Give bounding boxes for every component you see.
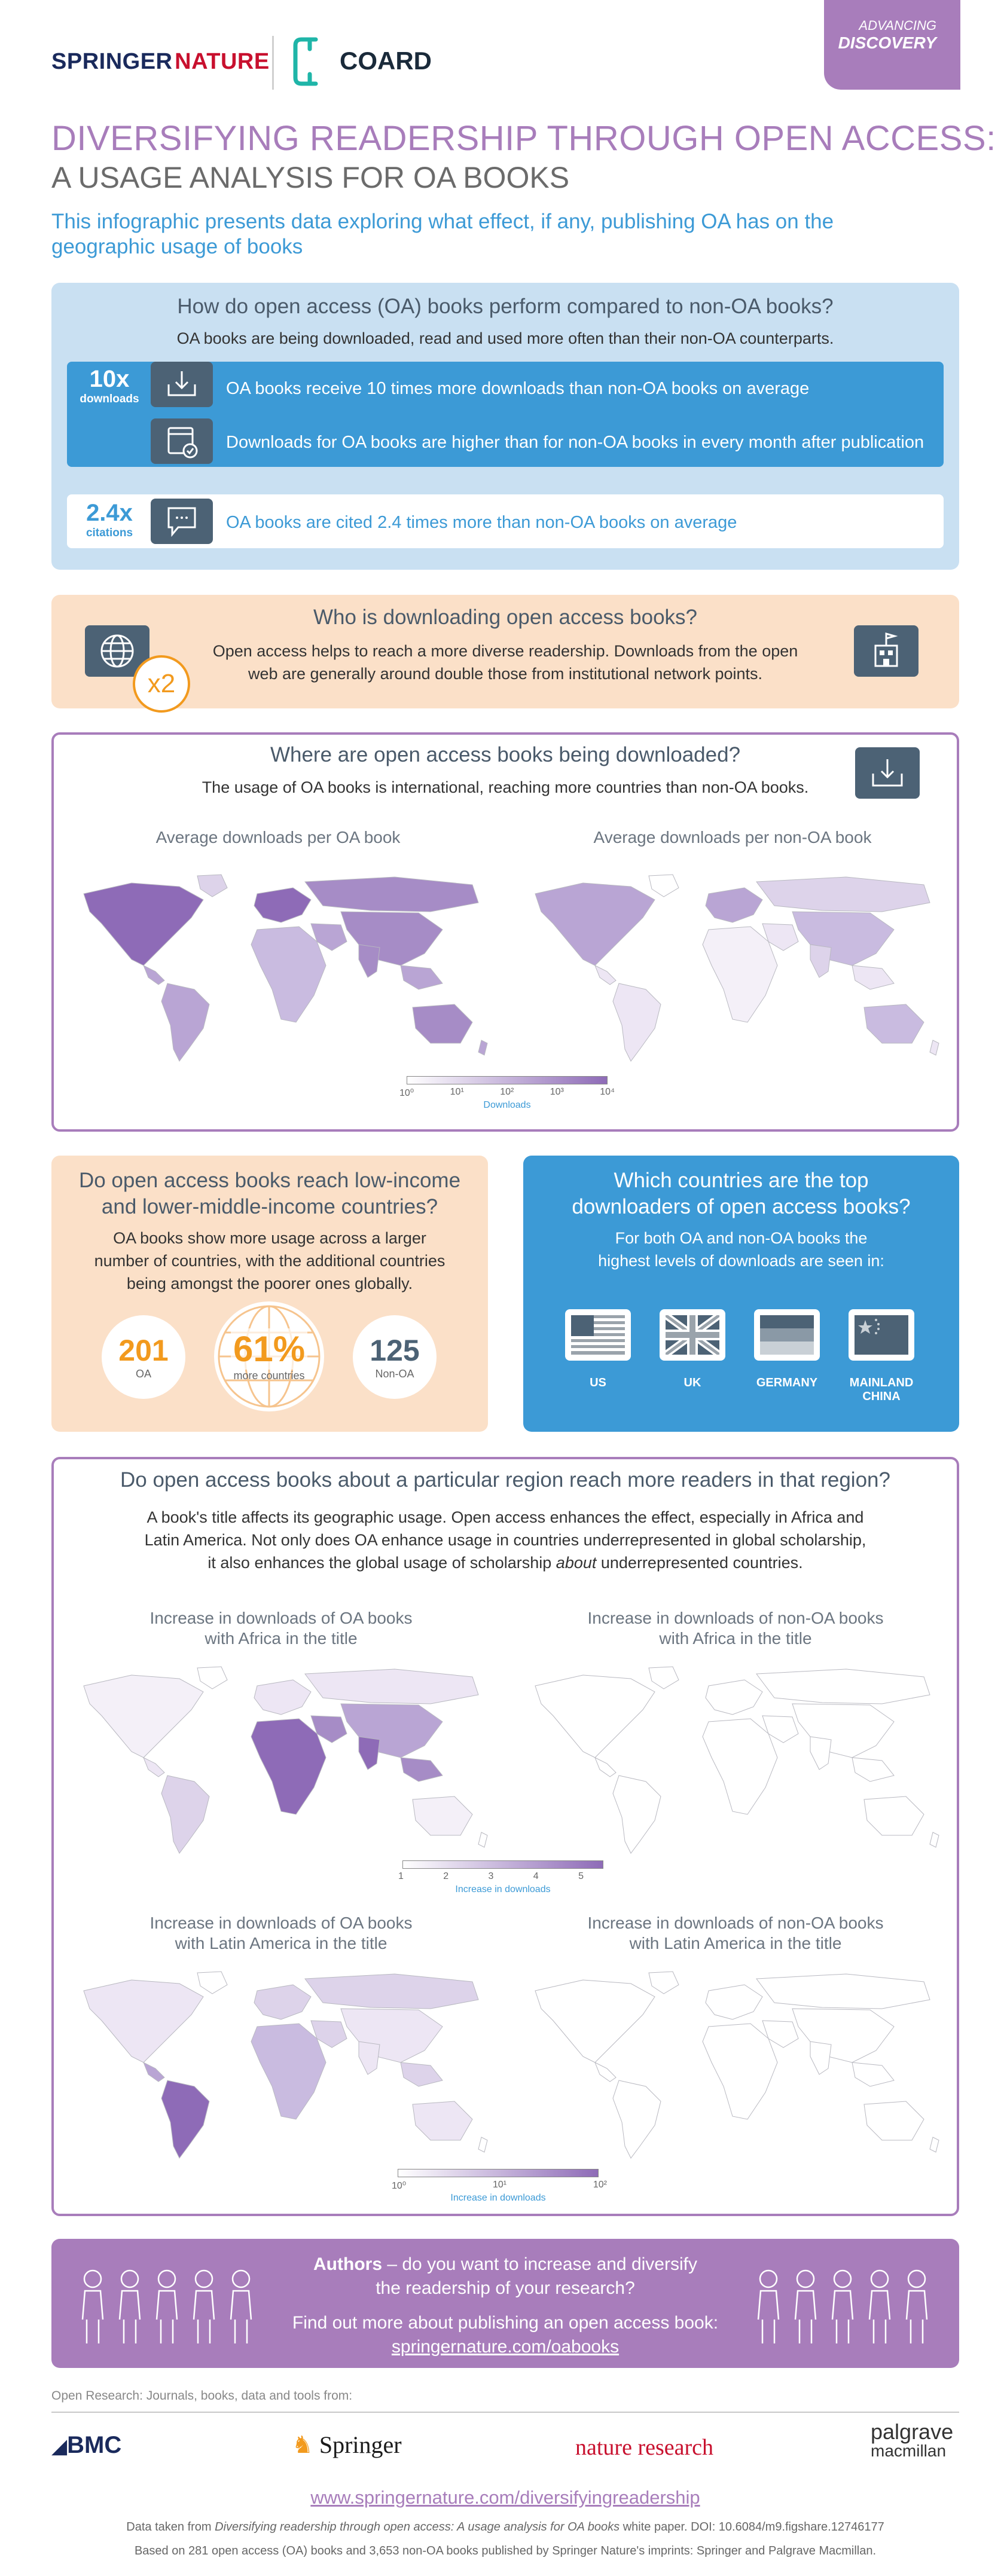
- map-region-central-america: [595, 2062, 616, 2082]
- map-region-europe: [254, 1680, 311, 1715]
- map-region-africa: [703, 927, 777, 1022]
- map-region-new-zealand: [930, 1040, 939, 1055]
- downloads-legend-bar: [407, 1076, 608, 1084]
- map-region-south-asia: [359, 1737, 380, 1770]
- springer-nature-logo: SPRINGER NATURE: [51, 49, 270, 74]
- palgrave-macmillan-logo: palgrave macmillan: [871, 2419, 954, 2460]
- map-region-south-east-asia: [401, 1758, 443, 1781]
- china-flag-icon: [849, 1309, 914, 1361]
- map-region-africa: [251, 2024, 326, 2119]
- map-region-new-zealand: [930, 1832, 939, 1847]
- map-region-greenland: [649, 1667, 679, 1689]
- map-region-asia: [341, 2009, 443, 2062]
- coard-logo-icon: [292, 35, 328, 88]
- download-tray-icon: [855, 747, 920, 799]
- map-region-greenland: [649, 1972, 679, 1994]
- oa-count-circle: 201 OA: [102, 1315, 185, 1399]
- nature-research-logo: nature research: [575, 2435, 714, 2460]
- map-region-south-asia: [810, 1737, 831, 1770]
- diversifying-readership-link[interactable]: www.springernature.com/diversifyingreadership: [310, 2487, 700, 2508]
- map-region-russia: [305, 1669, 478, 1704]
- map-region-central-america: [144, 1758, 164, 1777]
- latam-legend-bar: [398, 2169, 599, 2177]
- map-region-south-america: [161, 1776, 209, 1853]
- region-text: A book's title affects its geographic usage. Open access enhances the effect, especially in Africa and Latin America. Not only does OA enhance usage in countries underrepresented in global scholarship, it also enhances the global usage of scholarship about underrepresented countries.: [144, 1508, 866, 1572]
- country-label-us: US: [590, 1376, 606, 1389]
- institution-building-icon: [854, 625, 918, 677]
- map-region-australia: [413, 2101, 472, 2140]
- map-region-russia: [756, 877, 930, 912]
- latam-legend-label: Increase in downloads: [450, 2193, 546, 2203]
- citations-stat: 2.4x citations: [86, 500, 133, 539]
- world-map-africa-non-oa: [511, 1662, 951, 1862]
- map-region-russia: [756, 1669, 930, 1704]
- downloads-row-text: OA books receive 10 times more downloads than non-OA books on average: [226, 379, 810, 398]
- region-heading: Do open access books about a particular region reach more readers in that region?: [120, 1468, 890, 1492]
- latam-legend-ticks: 10⁰ 10¹ 10²: [392, 2180, 607, 2191]
- map-region-russia: [305, 1974, 478, 2009]
- downloads-legend-ticks: 10⁰ 10¹ 10² 10³ 10⁴: [399, 1087, 615, 1098]
- downloads-legend-label: Downloads: [483, 1100, 531, 1110]
- map-region-south-east-asia: [401, 965, 443, 989]
- map-region-asia: [792, 912, 894, 965]
- map-region-russia: [756, 1974, 930, 2009]
- germany-flag-icon: [754, 1309, 820, 1361]
- map-region-europe: [254, 1985, 311, 2019]
- download-tray-icon: [151, 362, 213, 407]
- performance-heading: How do open access (OA) books perform compared to non-OA books?: [177, 295, 834, 318]
- performance-subheading: OA books are being downloaded, read and used more often than their non-OA counterparts.: [176, 329, 834, 347]
- map-region-north-america: [535, 1980, 655, 2062]
- speech-bubble-icon: [151, 499, 213, 544]
- map-region-new-zealand: [478, 1832, 487, 1847]
- who-heading: Who is downloading open access books?: [313, 606, 698, 629]
- x2-badge: x2: [133, 655, 190, 713]
- data-source-text: Data taken from Diversifying readership through open access: A usage analysis for OA books white paper. DOI: 10.6084/m9.figshare.12746177: [126, 2520, 884, 2534]
- map-region-asia: [341, 1704, 443, 1758]
- map-region-south-east-asia: [401, 2062, 443, 2086]
- map-region-central-america: [595, 965, 616, 985]
- map-region-south-america: [613, 2080, 661, 2158]
- map-region-europe: [706, 888, 762, 922]
- map-region-south-east-asia: [852, 965, 894, 989]
- map-region-australia: [864, 2101, 924, 2140]
- map-region-europe: [254, 888, 311, 922]
- map-region-south-america: [613, 983, 661, 1061]
- africa-non-oa-map-title: Increase in downloads of non-OA books with Africa in the title: [587, 1609, 884, 1648]
- non-oa-count-circle: 125 Non-OA: [353, 1315, 437, 1399]
- map-region-south-east-asia: [852, 1758, 894, 1781]
- map-region-australia: [413, 1796, 472, 1835]
- africa-legend-ticks: 1 2 3 4 5: [398, 1871, 584, 1881]
- world-map-oa: [60, 870, 499, 1070]
- map-region-europe: [706, 1680, 762, 1715]
- map-region-central-america: [144, 2062, 164, 2082]
- map-region-russia: [305, 877, 478, 912]
- page-subtitle: A USAGE ANALYSIS FOR OA BOOKS: [51, 161, 570, 194]
- country-label-germany: GERMANY: [756, 1376, 818, 1389]
- map-region-africa: [703, 2024, 777, 2119]
- open-research-text: Open Research: Journals, books, data and tools from:: [51, 2389, 353, 2403]
- oabooks-link[interactable]: springernature.com/oabooks: [391, 2337, 620, 2357]
- where-heading: Where are open access books being downloaded?: [270, 743, 741, 766]
- map-oa-title: Average downloads per OA book: [155, 828, 401, 847]
- map-region-new-zealand: [930, 2137, 939, 2152]
- map-region-greenland: [197, 875, 227, 897]
- map-region-asia: [792, 1704, 894, 1758]
- map-region-greenland: [197, 1972, 227, 1994]
- latam-oa-map-title: Increase in downloads of OA books with Latin America in the title: [149, 1914, 413, 1952]
- latam-non-oa-map-title: Increase in downloads of non-OA books with Latin America in the title: [587, 1914, 884, 1952]
- world-map-latam-non-oa: [511, 1967, 951, 2167]
- world-map-non-oa: [511, 870, 951, 1070]
- map-region-north-america: [84, 1675, 203, 1758]
- bmc-logo: ◢BMC: [51, 2432, 122, 2458]
- map-region-asia: [341, 912, 443, 965]
- map-region-africa: [251, 1719, 326, 1814]
- map-region-south-asia: [810, 945, 831, 977]
- map-region-south-asia: [810, 2042, 831, 2074]
- map-region-europe: [706, 1985, 762, 2019]
- where-subheading: The usage of OA books is international, reaching more countries than non-OA books.: [202, 778, 809, 796]
- map-region-australia: [864, 1796, 924, 1835]
- map-region-africa: [703, 1719, 777, 1814]
- map-non-oa-title: Average downloads per non-OA book: [593, 828, 872, 847]
- springer-logo: ♞ Springer: [292, 2431, 402, 2458]
- authors-cta-text: Authors – do you want to increase and diversify the readership of your research? Find out more about publishing an open access book: springernature.com/oabooks: [51, 2253, 959, 2359]
- page-title: DIVERSIFYING READERSHIP THROUGH OPEN ACCESS:: [51, 119, 996, 158]
- map-region-asia: [792, 2009, 894, 2062]
- map-region-central-america: [144, 965, 164, 985]
- uk-flag-icon: [660, 1309, 725, 1361]
- income-heading: Do open access books reach low-income and lower-middle-income countries?: [78, 1169, 461, 1218]
- map-region-south-america: [161, 2080, 209, 2158]
- africa-legend-bar: [402, 1860, 603, 1869]
- map-region-north-america: [84, 1980, 203, 2062]
- map-region-africa: [251, 927, 326, 1022]
- data-basis-text: Based on 281 open access (OA) books and 3,653 non-OA books published by Springer Nature's imprints: Springer and Palgrave Macmillan.: [134, 2544, 877, 2557]
- map-region-greenland: [649, 875, 679, 897]
- map-region-new-zealand: [478, 2137, 487, 2152]
- top-countries-heading: Which countries are the top downloaders of open access books?: [572, 1169, 911, 1218]
- top-countries-text: For both OA and non-OA books the highest levels of downloads are seen in:: [598, 1229, 884, 1270]
- map-region-greenland: [197, 1667, 227, 1689]
- map-region-south-america: [161, 983, 209, 1061]
- world-map-latam-oa: [60, 1967, 499, 2167]
- country-label-china: MAINLAND CHINA: [849, 1376, 914, 1403]
- advancing-discovery-banner: ADVANCING DISCOVERY: [824, 0, 960, 90]
- map-region-north-america: [84, 883, 203, 965]
- map-region-south-east-asia: [852, 2062, 894, 2086]
- footer-divider: [51, 2412, 959, 2413]
- calendar-check-icon: [151, 418, 213, 464]
- map-region-north-america: [535, 1675, 655, 1758]
- africa-legend-label: Increase in downloads: [455, 1884, 551, 1894]
- coard-logo-text: COARD: [340, 47, 432, 75]
- map-region-north-america: [535, 883, 655, 965]
- who-text: Open access helps to reach a more diverse readership. Downloads from the open web are generally around double those from institutional network points.: [212, 642, 798, 683]
- map-region-australia: [864, 1004, 924, 1043]
- map-region-south-america: [613, 1776, 661, 1853]
- intro-text: This infographic presents data exploring what effect, if any, publishing OA has on the geographic usage of books: [51, 210, 834, 258]
- us-flag-icon: [565, 1309, 631, 1361]
- header-divider: [272, 36, 274, 90]
- percentage-stat: 61% more countries: [212, 1328, 326, 1382]
- map-region-south-asia: [359, 945, 380, 977]
- downloads-stat: 10x downloads: [80, 366, 139, 405]
- map-region-central-america: [595, 1758, 616, 1777]
- world-map-africa-oa: [60, 1662, 499, 1862]
- income-text: OA books show more usage across a larger number of countries, with the additional countries being amongst the poorer ones globally.: [94, 1229, 445, 1292]
- map-region-new-zealand: [478, 1040, 487, 1055]
- monthly-downloads-row-text: Downloads for OA books are higher than for non-OA books in every month after publication: [226, 433, 924, 452]
- country-label-uk: UK: [683, 1376, 701, 1389]
- africa-oa-map-title: Increase in downloads of OA books with Africa in the title: [149, 1609, 413, 1648]
- map-region-south-asia: [359, 2042, 380, 2074]
- citations-row-text: OA books are cited 2.4 times more than non-OA books on average: [226, 513, 737, 532]
- map-region-australia: [413, 1004, 472, 1043]
